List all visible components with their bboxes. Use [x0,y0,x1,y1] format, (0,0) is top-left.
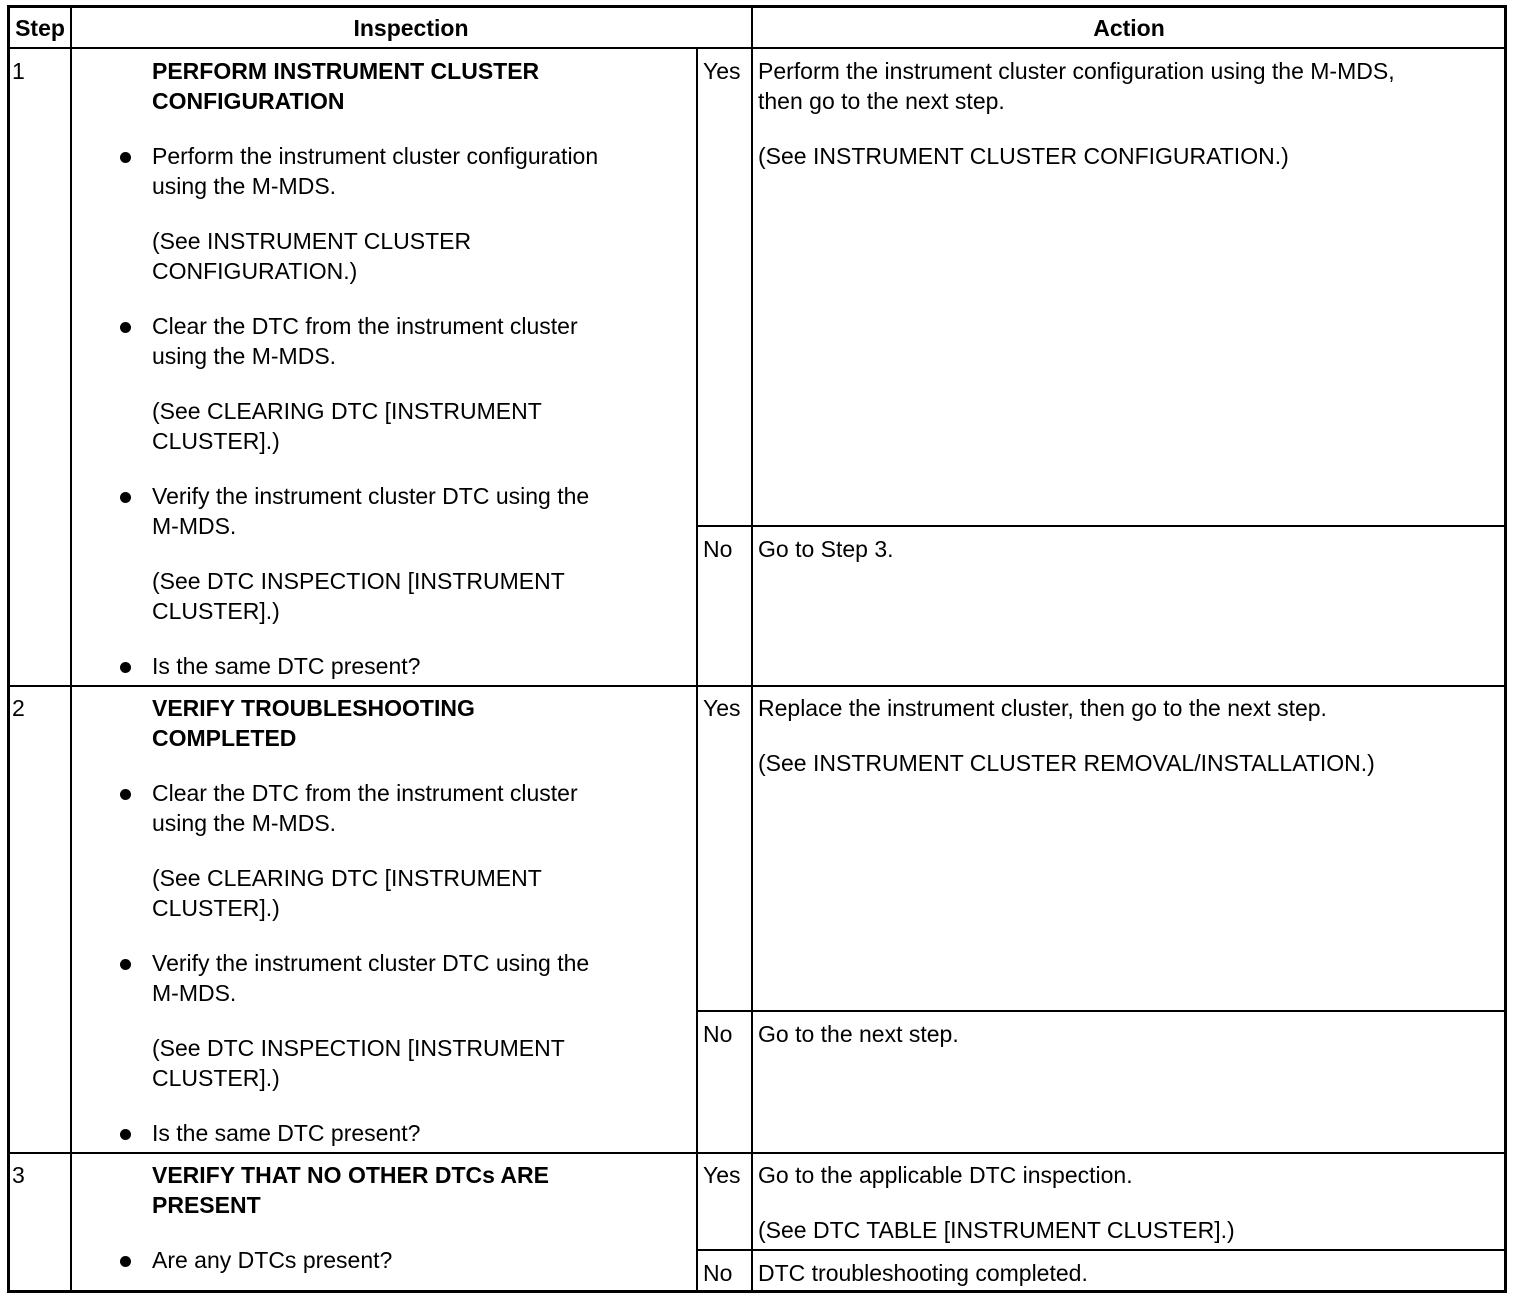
yes-label: Yes [703,58,741,84]
header-action: Action [1093,15,1165,41]
step-title: PRESENT [152,1192,261,1218]
no-label: No [703,536,733,562]
inspection-item: Clear the DTC from the instrument cluster [152,313,578,339]
yes-label: Yes [703,1162,741,1188]
step-title: VERIFY THAT NO OTHER DTCs ARE [152,1162,549,1188]
action-text: DTC troubleshooting completed. [758,1260,1088,1286]
bullet-icon [120,959,131,970]
inspection-reference: (See CLEARING DTC [INSTRUMENT [152,398,542,424]
inspection-reference: (See DTC INSPECTION [INSTRUMENT [152,1035,565,1061]
divider-row1-row2 [7,685,1507,687]
action-reference: (See DTC TABLE [INSTRUMENT CLUSTER].) [758,1217,1235,1243]
inspection-reference: (See CLEARING DTC [INSTRUMENT [152,865,542,891]
divider-step-inspection [70,5,72,1293]
bullet-icon [120,322,131,333]
inspection-item: using the M-MDS. [152,810,337,836]
divider-row2-row3 [7,1152,1507,1154]
bullet-icon [120,152,131,163]
divider-inspection-yesno [696,48,698,1293]
step-number: 2 [12,695,25,721]
inspection-item: Verify the instrument cluster DTC using the [152,950,590,976]
action-text: Replace the instrument cluster, then go to the next step. [758,695,1327,721]
action-text: Go to the applicable DTC inspection. [758,1162,1133,1188]
bullet-icon [120,1256,131,1267]
bullet-icon [120,789,131,800]
step-title: COMPLETED [152,725,297,751]
inspection-item: Is the same DTC present? [152,653,421,679]
divider-row3-yes-no [696,1249,1507,1251]
inspection-reference: CLUSTER].) [152,428,280,454]
bullet-icon [120,492,131,503]
divider-header [7,47,1507,49]
yes-label: Yes [703,695,741,721]
action-reference: (See INSTRUMENT CLUSTER CONFIGURATION.) [758,143,1289,169]
no-label: No [703,1260,733,1286]
inspection-item: Clear the DTC from the instrument cluster [152,780,578,806]
inspection-item: Verify the instrument cluster DTC using the [152,483,590,509]
action-text: then go to the next step. [758,88,1005,114]
inspection-item: using the M-MDS. [152,173,337,199]
action-text: Go to Step 3. [758,536,894,562]
inspection-reference: CLUSTER].) [152,598,280,624]
action-text: Perform the instrument cluster configuration using the M-MDS, [758,58,1395,84]
action-reference: (See INSTRUMENT CLUSTER REMOVAL/INSTALLATION.) [758,750,1375,776]
inspection-item: using the M-MDS. [152,343,337,369]
inspection-reference: CLUSTER].) [152,1065,280,1091]
no-label: No [703,1021,733,1047]
step-title: CONFIGURATION [152,88,345,114]
inspection-reference: CLUSTER].) [152,895,280,921]
inspection-item: Are any DTCs present? [152,1247,393,1273]
inspection-item: Is the same DTC present? [152,1120,421,1146]
step-title: VERIFY TROUBLESHOOTING [152,695,475,721]
step-number: 3 [12,1162,25,1188]
header-inspection: Inspection [353,15,469,41]
divider-row1-yes-no [696,525,1507,527]
header-step: Step [15,15,65,41]
action-text: Go to the next step. [758,1021,959,1047]
inspection-item: M-MDS. [152,513,237,539]
divider-yesno-action [751,5,753,1293]
step-title: PERFORM INSTRUMENT CLUSTER [152,58,540,84]
inspection-reference: (See INSTRUMENT CLUSTER [152,228,472,254]
inspection-item: Perform the instrument cluster configuration [152,143,599,169]
bullet-icon [120,1129,131,1140]
inspection-item: M-MDS. [152,980,237,1006]
inspection-reference: CONFIGURATION.) [152,258,358,284]
inspection-reference: (See DTC INSPECTION [INSTRUMENT [152,568,565,594]
bullet-icon [120,662,131,673]
divider-row2-yes-no [696,1010,1507,1012]
step-number: 1 [12,58,25,84]
